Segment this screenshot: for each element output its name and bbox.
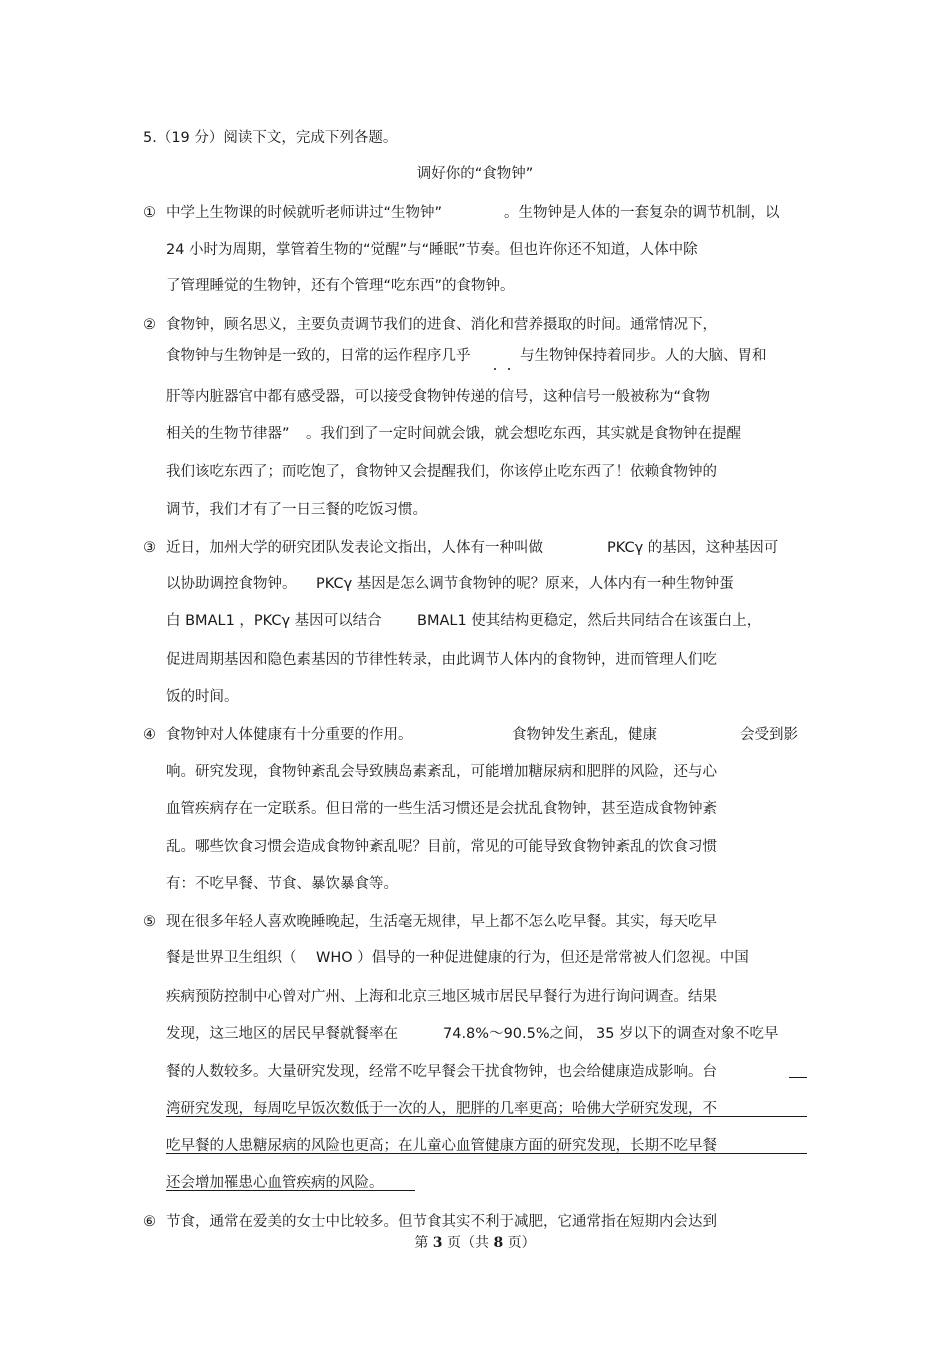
p2-line-6: 调节，我们才有了一日三餐的吃饭习惯。: [166, 502, 427, 518]
p4-line-2: 响。研究发现，食物钟紊乱会导致胰岛素紊乱，可能增加糖尿病和肥胖的风险，还与心: [166, 764, 717, 780]
p5-line-4a: 发现，这三地区的居民早餐就餐率在: [166, 1026, 398, 1042]
emphasis-dot: [508, 368, 510, 370]
p1-line-3: 了管理睡觉的生物钟，还有个管理“吃东西”的食物钟。: [166, 278, 515, 294]
p5-line-6: 湾研究发现，每周吃早饭次数低于一次的人，肥胖的几率更高；哈佛大学研究发现，不: [166, 1101, 717, 1117]
paragraph-marker-2: ②: [143, 317, 156, 333]
underline: [166, 1153, 807, 1154]
p3-line-5: 饭的时间。: [166, 689, 239, 705]
article-title: 调好你的“食物钟”: [416, 166, 534, 182]
p2-line-1: 食物钟，顾名思义，主要负责调节我们的进食、消化和营养摄取的时间。通常情况下，: [166, 317, 717, 333]
page-number: 3: [432, 1235, 443, 1251]
p4-line-1a: 食物钟对人体健康有十分重要的作用。: [166, 727, 413, 743]
p5-line-2a: 餐是世界卫生组织（: [166, 950, 297, 966]
p2-line-2b: 与生物钟保持着同步。人的大脑、胃和: [520, 348, 767, 364]
p3-line-1a: 近日，加州大学的研究团队发表论文指出，人体有一种叫做: [166, 540, 543, 556]
paragraph-marker-5: ⑤: [143, 914, 156, 930]
p4-line-3: 血管疾病存在一定联系。但日常的一些生活习惯还是会扰乱食物钟，甚至造成食物钟紊: [166, 801, 717, 817]
p3-line-3a: 白 BMAL1 ，PKCγ 基因可以结合: [166, 613, 382, 629]
underline: [166, 1116, 807, 1117]
p3-line-2a: 以协助调控食物钟。: [166, 576, 297, 592]
footer-mid: 页（共: [442, 1235, 494, 1251]
emphasis-dot: [494, 368, 496, 370]
p1-line-1a: 中学上生物课的时候就听老师讲过“生物钟”: [166, 205, 443, 221]
underline: [789, 1077, 807, 1078]
p3-line-1b: PKCγ 的基因，这种基因可: [607, 540, 779, 556]
underline: [166, 1190, 415, 1191]
p3-line-4: 促进周期基因和隐色素基因的节律性转录，由此调节人体内的食物钟，进而管理人们吃: [166, 652, 717, 668]
p3-line-2b: PKCγ 基因是怎么调节食物钟的呢？原来，人体内有一种生物钟蛋: [316, 576, 734, 592]
page-total: 8: [493, 1235, 504, 1251]
p5-line-4c: 35 岁以下的调查对象不吃早: [596, 1026, 779, 1042]
paragraph-marker-4: ④: [143, 727, 156, 743]
p1-line-2: 24 小时为周期，掌管着生物的“觉醒”与“睡眠”节奏。但也许你还不知道，人体中除: [166, 242, 698, 258]
paragraph-marker-3: ③: [143, 540, 156, 556]
page-footer: [0, 1232, 950, 1252]
p2-line-4b: 。我们到了一定时间就会饿，就会想吃东西，其实就是食物钟在提醒: [306, 426, 741, 442]
p6-line-1: 节食，通常在爱美的女士中比较多。但节食其实不利于减肥，它通常指在短期内会达到: [166, 1214, 717, 1230]
p2-line-2a: 食物钟与生物钟是一致的，日常的运作程序几乎: [166, 348, 471, 364]
p1-line-1b: 。生物钟是人体的一套复杂的调节机制，以: [504, 205, 780, 221]
p4-line-4: 乱。哪些饮食习惯会造成食物钟紊乱呢？目前，常见的可能导致食物钟紊乱的饮食习惯: [166, 839, 717, 855]
question-header: 5.（19 分）阅读下文，完成下列各题。: [143, 130, 398, 146]
p5-line-5: 餐的人数较多。大量研究发现，经常不吃早餐会干扰食物钟，也会给健康造成影响。台: [166, 1064, 717, 1080]
footer-prefix: 第: [414, 1235, 433, 1251]
p5-line-3: 疾病预防控制中心曾对广州、上海和北京三地区城市居民早餐行为进行询问调查。结果: [166, 989, 717, 1005]
p5-line-8: 还会增加罹患心血管疾病的风险。: [166, 1175, 384, 1191]
p5-line-2b: WHO ）倡导的一种促进健康的行为，但还是常常被人们忽视。中国: [316, 950, 749, 966]
paragraph-marker-6: ⑥: [143, 1214, 156, 1230]
footer-suffix: 页）: [503, 1235, 536, 1251]
p2-line-5: 我们该吃东西了；而吃饱了，食物钟又会提醒我们，你该停止吃东西了！依赖食物钟的: [166, 464, 717, 480]
p4-line-1b: 食物钟发生紊乱，健康: [512, 727, 657, 743]
p5-line-7: 吃早餐的人患糖尿病的风险也更高；在儿童心血管健康方面的研究发现，长期不吃早餐: [166, 1138, 717, 1154]
p4-line-1c: 会受到影: [740, 727, 798, 743]
p5-line-1: 现在很多年轻人喜欢晚睡晚起，生活毫无规律，早上都不怎么吃早餐。其实，每天吃早: [166, 914, 717, 930]
p2-line-4a: 相关的生物节律器”: [166, 426, 290, 442]
p2-line-3: 肝等内脏器官中都有感受器，可以接受食物钟传递的信号，这种信号一般被称为“食物: [166, 389, 711, 405]
p5-line-4b: 74.8%～90.5%之间，: [443, 1026, 594, 1042]
p3-line-3b: BMAL1 使其结构更稳定，然后共同结合在该蛋白上，: [417, 613, 762, 629]
paragraph-marker-1: ①: [143, 205, 156, 221]
p4-line-5: 有：不吃早餐、节食、暴饮暴食等。: [166, 876, 398, 892]
